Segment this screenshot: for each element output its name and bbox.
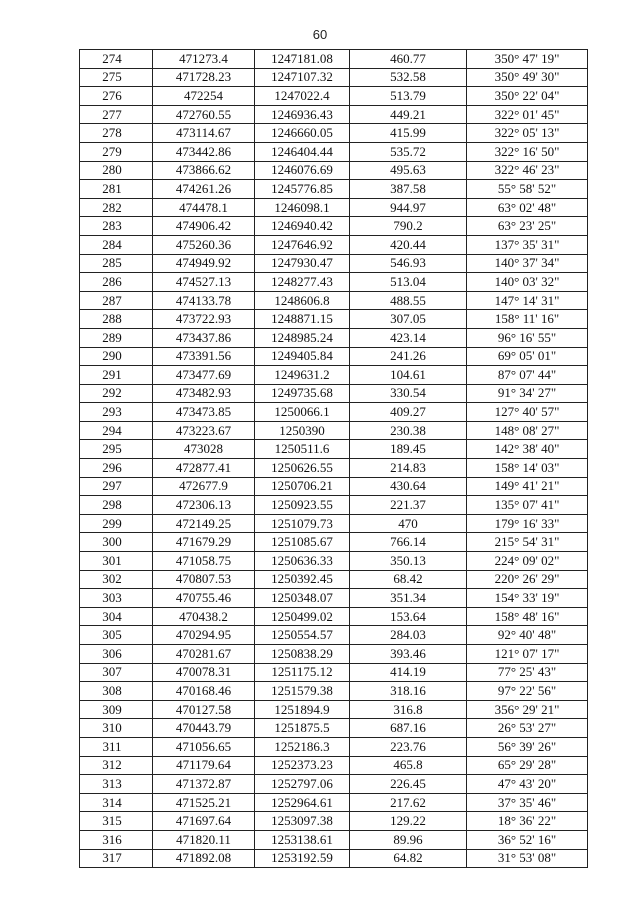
point-number-cell: 312 — [80, 756, 153, 775]
point-number-cell: 313 — [80, 775, 153, 794]
y-coordinate-cell: 1246660.05 — [255, 124, 350, 143]
bearing-cell: 91° 34' 27" — [467, 384, 588, 403]
table-row — [80, 533, 588, 552]
x-coordinate-cell: 471697.64 — [153, 812, 255, 831]
x-coordinate-cell: 473477.69 — [153, 366, 255, 385]
distance-cell: 513.79 — [350, 87, 467, 106]
table-row — [80, 570, 588, 589]
bearing-cell: 37° 35' 46" — [467, 793, 588, 812]
bearing-cell: 26° 53' 27" — [467, 719, 588, 738]
distance-cell: 944.97 — [350, 198, 467, 217]
distance-cell: 351.34 — [350, 589, 467, 608]
x-coordinate-cell: 472877.41 — [153, 459, 255, 478]
x-coordinate-cell: 474133.78 — [153, 291, 255, 310]
distance-cell: 393.46 — [350, 645, 467, 664]
point-number-cell: 287 — [80, 291, 153, 310]
y-coordinate-cell: 1253138.61 — [255, 830, 350, 849]
bearing-cell: 140° 37' 34" — [467, 254, 588, 273]
table-row — [80, 440, 588, 459]
point-number-cell: 297 — [80, 477, 153, 496]
x-coordinate-cell: 474906.42 — [153, 217, 255, 236]
x-coordinate-cell: 475260.36 — [153, 235, 255, 254]
y-coordinate-cell: 1250554.57 — [255, 626, 350, 645]
bearing-cell: 322° 16' 50" — [467, 142, 588, 161]
y-coordinate-cell: 1248871.15 — [255, 310, 350, 329]
y-coordinate-cell: 1251079.73 — [255, 514, 350, 533]
bearing-cell: 322° 05' 13" — [467, 124, 588, 143]
distance-cell: 104.61 — [350, 366, 467, 385]
distance-cell: 153.64 — [350, 607, 467, 626]
point-number-cell: 317 — [80, 849, 153, 868]
y-coordinate-cell: 1251875.5 — [255, 719, 350, 738]
x-coordinate-cell: 471525.21 — [153, 793, 255, 812]
bearing-cell: 121° 07' 17" — [467, 645, 588, 664]
bearing-cell: 69° 05' 01" — [467, 347, 588, 366]
point-number-cell: 277 — [80, 105, 153, 124]
table-row — [80, 793, 588, 812]
y-coordinate-cell: 1250348.07 — [255, 589, 350, 608]
distance-cell: 217.62 — [350, 793, 467, 812]
distance-cell: 687.16 — [350, 719, 467, 738]
y-coordinate-cell: 1250838.29 — [255, 645, 350, 664]
x-coordinate-cell: 472760.55 — [153, 105, 255, 124]
table-row — [80, 217, 588, 236]
y-coordinate-cell: 1250499.02 — [255, 607, 350, 626]
distance-cell: 449.21 — [350, 105, 467, 124]
x-coordinate-cell: 473482.93 — [153, 384, 255, 403]
table-row — [80, 366, 588, 385]
bearing-cell: 63° 02' 48" — [467, 198, 588, 217]
bearing-cell: 36° 52' 16" — [467, 830, 588, 849]
bearing-cell: 148° 08' 27" — [467, 421, 588, 440]
point-number-cell: 282 — [80, 198, 153, 217]
distance-cell: 488.55 — [350, 291, 467, 310]
x-coordinate-cell: 471058.75 — [153, 552, 255, 571]
x-coordinate-cell: 470438.2 — [153, 607, 255, 626]
bearing-cell: 322° 46' 23" — [467, 161, 588, 180]
point-number-cell: 292 — [80, 384, 153, 403]
x-coordinate-cell: 472306.13 — [153, 496, 255, 515]
point-number-cell: 285 — [80, 254, 153, 273]
x-coordinate-cell: 473866.62 — [153, 161, 255, 180]
point-number-cell: 293 — [80, 403, 153, 422]
distance-cell: 330.54 — [350, 384, 467, 403]
distance-cell: 387.58 — [350, 180, 467, 199]
distance-cell: 460.77 — [350, 50, 467, 69]
table-row — [80, 87, 588, 106]
distance-cell: 790.2 — [350, 217, 467, 236]
y-coordinate-cell: 1250706.21 — [255, 477, 350, 496]
y-coordinate-cell: 1247646.92 — [255, 235, 350, 254]
y-coordinate-cell: 1248277.43 — [255, 273, 350, 292]
distance-cell: 68.42 — [350, 570, 467, 589]
y-coordinate-cell: 1247930.47 — [255, 254, 350, 273]
table-row — [80, 161, 588, 180]
table-row — [80, 496, 588, 515]
distance-cell: 513.04 — [350, 273, 467, 292]
point-number-cell: 302 — [80, 570, 153, 589]
x-coordinate-cell: 473028 — [153, 440, 255, 459]
distance-cell: 535.72 — [350, 142, 467, 161]
y-coordinate-cell: 1249631.2 — [255, 366, 350, 385]
distance-cell: 129.22 — [350, 812, 467, 831]
distance-cell: 226.45 — [350, 775, 467, 794]
bearing-cell: 158° 48' 16" — [467, 607, 588, 626]
point-number-cell: 303 — [80, 589, 153, 608]
point-number-cell: 295 — [80, 440, 153, 459]
point-number-cell: 306 — [80, 645, 153, 664]
bearing-cell: 47° 43' 20" — [467, 775, 588, 794]
y-coordinate-cell: 1250923.55 — [255, 496, 350, 515]
point-number-cell: 308 — [80, 682, 153, 701]
y-coordinate-cell: 1247107.32 — [255, 68, 350, 87]
bearing-cell: 158° 14' 03" — [467, 459, 588, 478]
bearing-cell: 56° 39' 26" — [467, 737, 588, 756]
y-coordinate-cell: 1247181.08 — [255, 50, 350, 69]
x-coordinate-cell: 474478.1 — [153, 198, 255, 217]
x-coordinate-cell: 471728.23 — [153, 68, 255, 87]
bearing-cell: 356° 29' 21" — [467, 700, 588, 719]
y-coordinate-cell: 1246940.42 — [255, 217, 350, 236]
bearing-cell: 350° 49' 30" — [467, 68, 588, 87]
y-coordinate-cell: 1253192.59 — [255, 849, 350, 868]
table-row — [80, 812, 588, 831]
y-coordinate-cell: 1250511.6 — [255, 440, 350, 459]
y-coordinate-cell: 1250626.55 — [255, 459, 350, 478]
x-coordinate-cell: 474527.13 — [153, 273, 255, 292]
coordinates-table — [79, 49, 588, 868]
y-coordinate-cell: 1251894.9 — [255, 700, 350, 719]
distance-cell: 420.44 — [350, 235, 467, 254]
y-coordinate-cell: 1250392.45 — [255, 570, 350, 589]
x-coordinate-cell: 471372.87 — [153, 775, 255, 794]
x-coordinate-cell: 470078.31 — [153, 663, 255, 682]
bearing-cell: 224° 09' 02" — [467, 552, 588, 571]
table-row — [80, 328, 588, 347]
distance-cell: 64.82 — [350, 849, 467, 868]
point-number-cell: 296 — [80, 459, 153, 478]
point-number-cell: 278 — [80, 124, 153, 143]
bearing-cell: 350° 22' 04" — [467, 87, 588, 106]
point-number-cell: 299 — [80, 514, 153, 533]
distance-cell: 495.63 — [350, 161, 467, 180]
point-number-cell: 305 — [80, 626, 153, 645]
table-row — [80, 384, 588, 403]
table-row — [80, 142, 588, 161]
table-row — [80, 180, 588, 199]
table-row — [80, 849, 588, 868]
point-number-cell: 281 — [80, 180, 153, 199]
table-row — [80, 626, 588, 645]
point-number-cell: 309 — [80, 700, 153, 719]
y-coordinate-cell: 1250066.1 — [255, 403, 350, 422]
y-coordinate-cell: 1252797.06 — [255, 775, 350, 794]
table-row — [80, 50, 588, 69]
bearing-cell: 137° 35' 31" — [467, 235, 588, 254]
x-coordinate-cell: 472149.25 — [153, 514, 255, 533]
y-coordinate-cell: 1248985.24 — [255, 328, 350, 347]
point-number-cell: 311 — [80, 737, 153, 756]
point-number-cell: 314 — [80, 793, 153, 812]
point-number-cell: 280 — [80, 161, 153, 180]
x-coordinate-cell: 474261.26 — [153, 180, 255, 199]
y-coordinate-cell: 1251085.67 — [255, 533, 350, 552]
bearing-cell: 140° 03' 32" — [467, 273, 588, 292]
table-row — [80, 756, 588, 775]
bearing-cell: 77° 25' 43" — [467, 663, 588, 682]
bearing-cell: 127° 40' 57" — [467, 403, 588, 422]
point-number-cell: 279 — [80, 142, 153, 161]
y-coordinate-cell: 1250390 — [255, 421, 350, 440]
table-row — [80, 775, 588, 794]
y-coordinate-cell: 1246098.1 — [255, 198, 350, 217]
point-number-cell: 316 — [80, 830, 153, 849]
table-row — [80, 477, 588, 496]
x-coordinate-cell: 472254 — [153, 87, 255, 106]
table-row — [80, 459, 588, 478]
x-coordinate-cell: 473722.93 — [153, 310, 255, 329]
x-coordinate-cell: 473114.67 — [153, 124, 255, 143]
bearing-cell: 31° 53' 08" — [467, 849, 588, 868]
point-number-cell: 304 — [80, 607, 153, 626]
page-number: 60 — [312, 27, 328, 42]
bearing-cell: 220° 26' 29" — [467, 570, 588, 589]
bearing-cell: 158° 11' 16" — [467, 310, 588, 329]
distance-cell: 430.64 — [350, 477, 467, 496]
y-coordinate-cell: 1250636.33 — [255, 552, 350, 571]
point-number-cell: 301 — [80, 552, 153, 571]
table-row — [80, 552, 588, 571]
coordinates-table-body — [80, 50, 588, 868]
distance-cell: 223.76 — [350, 737, 467, 756]
y-coordinate-cell: 1246076.69 — [255, 161, 350, 180]
point-number-cell: 275 — [80, 68, 153, 87]
table-row — [80, 273, 588, 292]
x-coordinate-cell: 471892.08 — [153, 849, 255, 868]
point-number-cell: 284 — [80, 235, 153, 254]
distance-cell: 414.19 — [350, 663, 467, 682]
point-number-cell: 286 — [80, 273, 153, 292]
bearing-cell: 154° 33' 19" — [467, 589, 588, 608]
x-coordinate-cell: 473223.67 — [153, 421, 255, 440]
table-row — [80, 589, 588, 608]
point-number-cell: 315 — [80, 812, 153, 831]
point-number-cell: 288 — [80, 310, 153, 329]
y-coordinate-cell: 1251579.38 — [255, 682, 350, 701]
table-row — [80, 124, 588, 143]
bearing-cell: 179° 16' 33" — [467, 514, 588, 533]
distance-cell: 307.05 — [350, 310, 467, 329]
table-row — [80, 310, 588, 329]
point-number-cell: 289 — [80, 328, 153, 347]
distance-cell: 470 — [350, 514, 467, 533]
y-coordinate-cell: 1252964.61 — [255, 793, 350, 812]
distance-cell: 214.83 — [350, 459, 467, 478]
distance-cell: 350.13 — [350, 552, 467, 571]
distance-cell: 318.16 — [350, 682, 467, 701]
x-coordinate-cell: 471273.4 — [153, 50, 255, 69]
x-coordinate-cell: 471820.11 — [153, 830, 255, 849]
table-row — [80, 645, 588, 664]
table-row — [80, 254, 588, 273]
point-number-cell: 310 — [80, 719, 153, 738]
bearing-cell: 97° 22' 56" — [467, 682, 588, 701]
distance-cell: 189.45 — [350, 440, 467, 459]
distance-cell: 532.58 — [350, 68, 467, 87]
bearing-cell: 55° 58' 52" — [467, 180, 588, 199]
bearing-cell: 65° 29' 28" — [467, 756, 588, 775]
table-row — [80, 235, 588, 254]
point-number-cell: 294 — [80, 421, 153, 440]
point-number-cell: 274 — [80, 50, 153, 69]
distance-cell: 409.27 — [350, 403, 467, 422]
x-coordinate-cell: 470281.67 — [153, 645, 255, 664]
y-coordinate-cell: 1248606.8 — [255, 291, 350, 310]
bearing-cell: 63° 23' 25" — [467, 217, 588, 236]
x-coordinate-cell: 473391.56 — [153, 347, 255, 366]
table-row — [80, 737, 588, 756]
x-coordinate-cell: 471179.64 — [153, 756, 255, 775]
table-row — [80, 105, 588, 124]
distance-cell: 415.99 — [350, 124, 467, 143]
point-number-cell: 298 — [80, 496, 153, 515]
x-coordinate-cell: 470127.58 — [153, 700, 255, 719]
distance-cell: 546.93 — [350, 254, 467, 273]
x-coordinate-cell: 470443.79 — [153, 719, 255, 738]
x-coordinate-cell: 473473.85 — [153, 403, 255, 422]
x-coordinate-cell: 473437.86 — [153, 328, 255, 347]
bearing-cell: 350° 47' 19" — [467, 50, 588, 69]
table-row — [80, 198, 588, 217]
x-coordinate-cell: 470294.95 — [153, 626, 255, 645]
x-coordinate-cell: 470807.53 — [153, 570, 255, 589]
y-coordinate-cell: 1249405.84 — [255, 347, 350, 366]
bearing-cell: 149° 41' 21" — [467, 477, 588, 496]
distance-cell: 221.37 — [350, 496, 467, 515]
table-row — [80, 700, 588, 719]
table-row — [80, 347, 588, 366]
x-coordinate-cell: 470168.46 — [153, 682, 255, 701]
point-number-cell: 283 — [80, 217, 153, 236]
bearing-cell: 87° 07' 44" — [467, 366, 588, 385]
y-coordinate-cell: 1249735.68 — [255, 384, 350, 403]
bearing-cell: 215° 54' 31" — [467, 533, 588, 552]
y-coordinate-cell: 1251175.12 — [255, 663, 350, 682]
distance-cell: 316.8 — [350, 700, 467, 719]
y-coordinate-cell: 1245776.85 — [255, 180, 350, 199]
table-row — [80, 514, 588, 533]
distance-cell: 284.03 — [350, 626, 467, 645]
distance-cell: 423.14 — [350, 328, 467, 347]
y-coordinate-cell: 1252186.3 — [255, 737, 350, 756]
distance-cell: 89.96 — [350, 830, 467, 849]
distance-cell: 766.14 — [350, 533, 467, 552]
table-row — [80, 291, 588, 310]
point-number-cell: 276 — [80, 87, 153, 106]
x-coordinate-cell: 472677.9 — [153, 477, 255, 496]
y-coordinate-cell: 1247022.4 — [255, 87, 350, 106]
table-row — [80, 682, 588, 701]
bearing-cell: 92° 40' 48" — [467, 626, 588, 645]
x-coordinate-cell: 474949.92 — [153, 254, 255, 273]
y-coordinate-cell: 1252373.23 — [255, 756, 350, 775]
table-row — [80, 663, 588, 682]
y-coordinate-cell: 1246404.44 — [255, 142, 350, 161]
distance-cell: 241.26 — [350, 347, 467, 366]
bearing-cell: 142° 38' 40" — [467, 440, 588, 459]
point-number-cell: 291 — [80, 366, 153, 385]
point-number-cell: 290 — [80, 347, 153, 366]
x-coordinate-cell: 470755.46 — [153, 589, 255, 608]
distance-cell: 230.38 — [350, 421, 467, 440]
table-row — [80, 719, 588, 738]
x-coordinate-cell: 471679.29 — [153, 533, 255, 552]
bearing-cell: 322° 01' 45" — [467, 105, 588, 124]
distance-cell: 465.8 — [350, 756, 467, 775]
table-row — [80, 607, 588, 626]
bearing-cell: 147° 14' 31" — [467, 291, 588, 310]
bearing-cell: 96° 16' 55" — [467, 328, 588, 347]
bearing-cell: 18° 36' 22" — [467, 812, 588, 831]
point-number-cell: 307 — [80, 663, 153, 682]
x-coordinate-cell: 473442.86 — [153, 142, 255, 161]
y-coordinate-cell: 1246936.43 — [255, 105, 350, 124]
table-row — [80, 830, 588, 849]
y-coordinate-cell: 1253097.38 — [255, 812, 350, 831]
bearing-cell: 135° 07' 41" — [467, 496, 588, 515]
table-row — [80, 421, 588, 440]
table-row — [80, 403, 588, 422]
x-coordinate-cell: 471056.65 — [153, 737, 255, 756]
point-number-cell: 300 — [80, 533, 153, 552]
table-row — [80, 68, 588, 87]
